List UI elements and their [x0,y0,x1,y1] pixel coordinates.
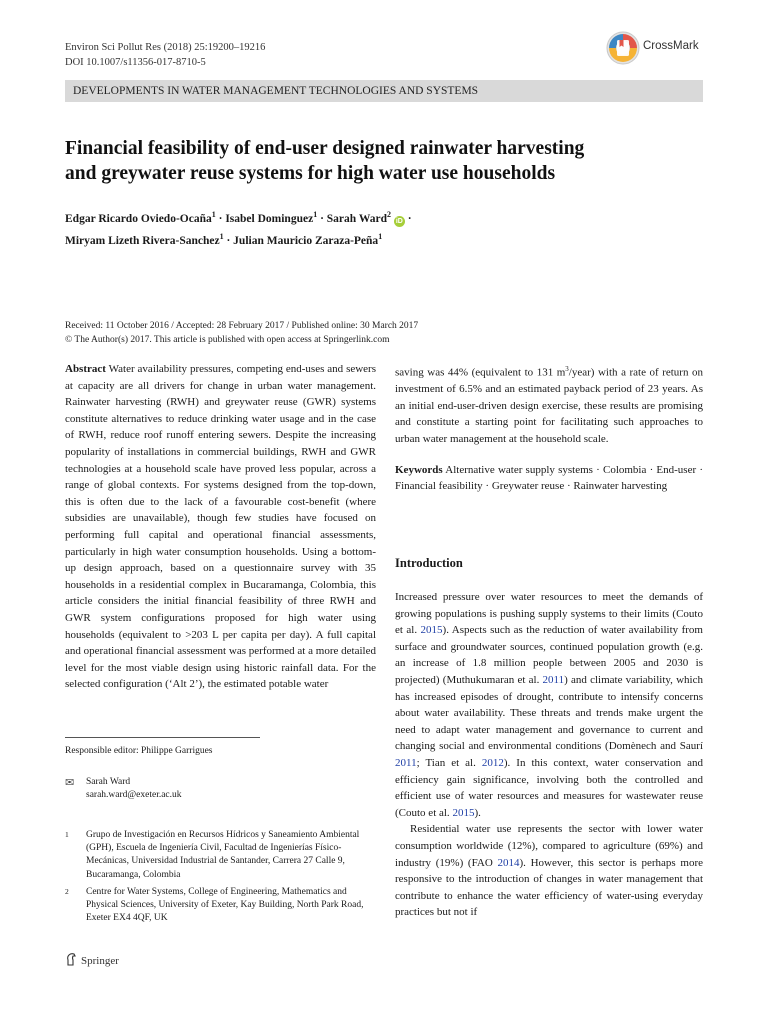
abstract-text: Water availability pressures, competing end-uses and sewers at capacity are all drivers for change in urban water management. Rainwater harvesting (RWH) and greywater reuse (GWR) systems constitute alternatives to reduce drinking water usage and in the case of RWH, reduce roof runoff entering sewers. Despite the increasing popularity of installations in commercial buildings, RWH and GWR technologies at a household scale have proved less popular, across a range of global contexts. For systems designed from the top-down, this is often due to the lack of a favourable cost-benefit (where subsidies are unavailable), though few studies have focused on performing full capital and operational financial assessments, particularly in high water consumption households. Using a bottom-up design approach, based on a questionnaire survey with 35 households in a residential complex in Bucaramanga, Colombia, this article considers the initial financial feasibility of three RWH and GWR system configurations proposed for high water using households (equivalent to >203 L per capita per day). A full capital and operational financial assessment was performed at a more detailed level for the most viable design using historic rainfall data. For the selected configuration (‘Alt 2’), the estimated potable water [65,363,376,691]
article-title [65,136,705,186]
author-name[interactable]: Miryam Lizeth Rivera-Sanchez [65,234,220,247]
springer-horse-icon [65,952,77,966]
author-line-1 [65,206,705,228]
publisher-name: Springer [81,955,119,967]
history-dates: Received: 11 October 2016 / Accepted: 28 February 2017 / Published online: 30 March 2017 [65,321,419,331]
crossmark-logo[interactable] [606,31,716,63]
citation-link[interactable]: 2011 [395,756,417,769]
superscript-3: 3 [565,365,569,373]
corresponding-name: Sarah Ward [86,777,131,787]
author-separator: · [215,212,226,225]
author-line-2 [65,228,705,250]
responsible-editor: Responsible editor: Philippe Garrigues [65,746,213,756]
abstract-continuation: saving was 44% (equivalent to 131 $m^3/year$) with a rate of return on investment of 6.5% and an estimated payback period of 23 years. As an initial end-user-driven design exercise, these results are promising and constitute a starting point for facilitating such approaches to urban water management at the household scale. [395,365,703,446]
journal-reference: Environ Sci Pollut Res (2018) 25:19200–19216 [65,42,266,53]
affiliation-marker: 1 [219,231,224,241]
envelope-icon: ✉ [65,777,75,789]
affiliation-2: Centre for Water Systems, College of Engineering, Mathematics and Physical Sciences, University of Exeter, Kay Building, North Park Road, Exeter EX4 4QF, UK [86,887,364,924]
affiliation-marker: 1 [313,210,318,219]
citation-link[interactable]: 2015 [452,806,475,819]
introduction-paragraph: Residential water use represents the sector with lower water consumption worldwide (12%), compared to agriculture (69%) and industry (19%) (FAO 2014). However, this sector is perhaps more responsive to the introduction of changes in water management that contribute to enhance the water efficiency of water-using everyday practices but not if [395,823,703,919]
keywords-text: Alternative water supply systems · Colombia · End-user · Financial feasibility · Greywater reuse · Rainwater harvesting [395,463,703,493]
crossmark-label: CrossMark [643,40,699,52]
author-name[interactable]: Julian Mauricio Zaraza-Peña [233,234,379,247]
publisher-logo [65,952,119,967]
journal-citation [65,40,265,70]
keywords [395,462,703,495]
introduction-body [395,589,703,921]
author-name[interactable]: Isabel Dominguez [225,212,314,225]
corresponding-email[interactable]: sarah.ward@exeter.ac.uk [86,790,182,801]
copyright-notice: © The Author(s) 2017. This article is published with open access at Springerlink.com [65,335,390,345]
section-banner: DEVELOPMENTS IN WATER MANAGEMENT TECHNOLOGIES AND SYSTEMS [65,80,703,102]
affiliation-marker: 1 [211,210,216,219]
author-separator: · [223,234,234,247]
orcid-icon[interactable]: iD [395,217,403,225]
keywords-heading: Keywords [395,463,443,476]
author-name[interactable]: Edgar Ricardo Oviedo-Ocaña [65,212,212,225]
author-separator: · [317,212,327,225]
corresponding-author [86,776,182,802]
abstract-heading: Abstract [65,363,106,375]
affiliation-1: Grupo de Investigación en Recursos Hídricos y Saneamiento Ambiental (GPH), Escuela de Ingeniería Civil, Facultad de Ingenierías Físico-Mecánicas, Universidad Industrial de Santander, Carrera 27 Calle 9, Bucaramanga, Colombia [86,830,360,880]
introduction-heading: Introduction [395,556,463,570]
footnote-divider [65,737,260,738]
affiliation-marker: 2 [386,210,391,219]
introduction-paragraph: Increased pressure over water resources to meet the demands of growing populations is pushing supply systems to their limits (Couto et al. 2015). Aspects such as the reduction of water availability from surface and groundwater sources, continued population growth (e.g. an increase of 1.8 million people between 2005 and 2030 is projected) (Muthukumaran et al. 2011) and climate variability, which has increased episodes of drought, contribute to intensify concerns about water availability. These threats and trends make urgent the need to adapt water management and governance to current and changing social and environmental conditions (Domènech and Saurí 2011; Tian et al. 2012). In this context, water conservation and efficiency gain significance, involving both the controlled and efficient use of water resources and measures for wastewater reuse (Couto et al. 2015). [395,591,704,819]
title-line-1: Financial feasibility of end-user designed rainwater harvesting [65,138,585,159]
doi[interactable]: DOI 10.1007/s11356-017-8710-5 [65,57,206,68]
author-list [65,206,705,250]
affiliation-number: 2 [65,887,69,896]
citation-link[interactable]: 2015 [420,624,443,637]
affiliation-marker: 1 [378,231,383,241]
abstract-continuation-column [395,361,703,495]
title-line-2: and greywater reuse systems for high water use households [65,163,556,184]
author-name[interactable]: Sarah Ward [326,212,387,225]
abstract-column [65,361,376,693]
citation-link[interactable]: 2012 [481,756,504,769]
crossmark-icon [606,31,640,65]
affiliation-number: 1 [65,830,69,839]
abstract-paragraph [65,361,376,693]
author-separator: · [404,212,412,225]
publication-dates [65,319,705,347]
citation-link[interactable]: 2011 [542,673,565,686]
citation-link[interactable]: 2014 [497,856,520,869]
